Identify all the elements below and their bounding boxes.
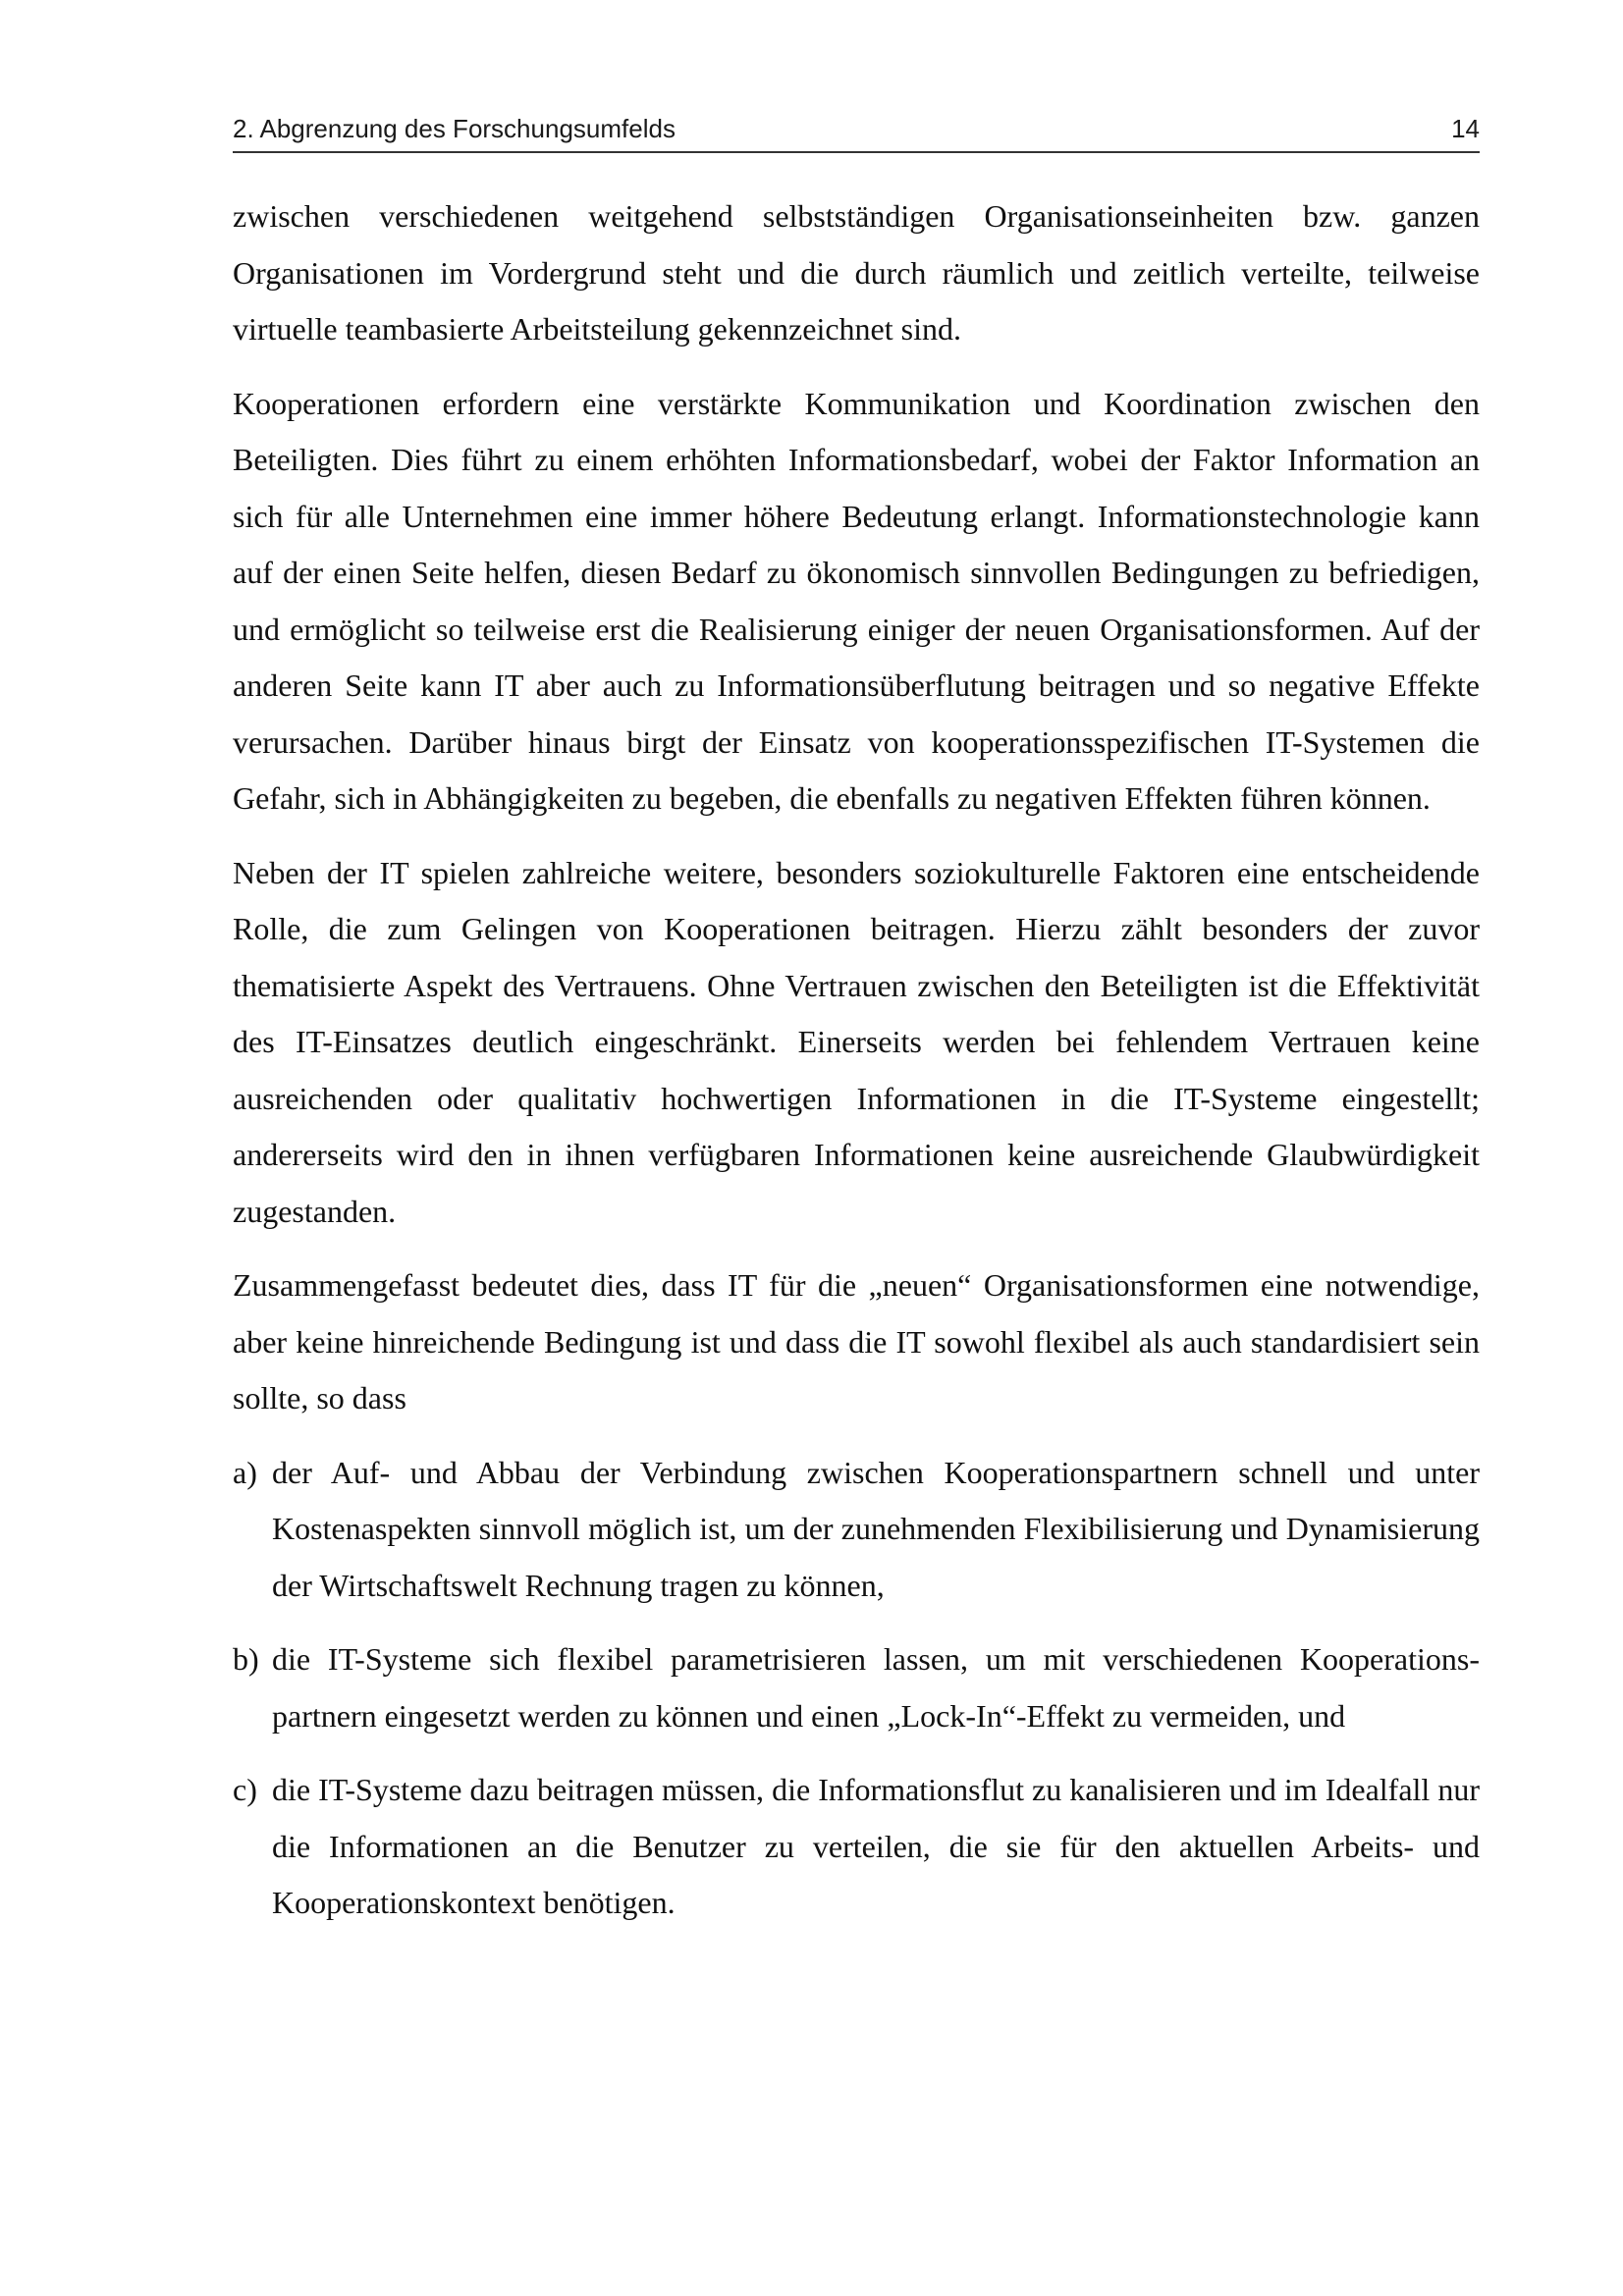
list-marker: b) xyxy=(233,1641,259,1677)
list-item-text: der Auf- und Abbau der Verbindung zwischen Kooperationspartnern schnell und unter Kostenaspekten sinnvoll möglich ist, um der zunehmenden Flexibilisierung und Dynamisierung der Wirtschaftswelt Rechnung tragen zu können, xyxy=(272,1454,1480,1603)
page-number: 14 xyxy=(1451,114,1480,143)
paragraph: Kooperationen erfordern eine verstärkte Kommunikation und Koordination zwischen den Beteiligten. Dies führt zu einem erhöhten Informationsbedarf, wobei der Faktor Information an sich für alle Unternehmen eine immer höhere Bedeutung erlangt. Informationstechnologie kann auf der einen Seite helfen, diesen Bedarf zu ökonomisch sinnvollen Bedingungen zu befriedigen, und ermöglicht so teilweise erst die Realisierung einiger der neuen Organisationsformen. Auf der anderen Seite kann IT aber auch zu Informationsüberflutung beitragen und so negative Effekte verursachen. Darüber hinaus birgt der Einsatz von kooperationsspezifischen IT-Systemen die Gefahr, sich in Abhängigkeiten zu begeben, die ebenfalls zu negativen Effekten führen können. xyxy=(233,385,1480,816)
list-item xyxy=(233,1445,1480,1615)
page-header xyxy=(233,110,1480,153)
list-item-text: die IT-Systeme sich flexibel parametrisieren lassen, um mit verschiedenen Kooperationspartnern eingesetzt werden zu können und einen „Lock-In“-Effekt zu vermeiden, und xyxy=(272,1641,1480,1734)
paragraph: zwischen verschiedenen weitgehend selbstständigen Organisationseinheiten bzw. ganzen Organisationen im Vordergrund steht und die durch räumlich und zeitlich verteilte, teilweise virtuelle teambasierte Arbeitsteilung gekennzeichnet sind. xyxy=(233,198,1480,347)
paragraph: Neben der IT spielen zahlreiche weitere, besonders soziokulturelle Faktoren eine entscheidende Rolle, die zum Gelingen von Kooperationen beitragen. Hierzu zählt besonders der zuvor thematisierte Aspekt des Vertrauens. Ohne Vertrauen zwischen den Beteiligten ist die Effektivität des IT-Einsatzes deutlich eingeschränkt. Einerseits werden bei fehlendem Vertrauen keine ausreichenden oder qualitativ hochwertigen Informationen in die IT-Systeme eingestellt; andererseits wird den in ihnen verfügbaren Informationen keine ausreichende Glaubwürdigkeit zugestanden. xyxy=(233,854,1480,1229)
list-item-text: die IT-Systeme dazu beitragen müssen, die Informationsflut zu kanalisieren und im Idealfall nur die Informationen an die Benutzer zu verteilen, die sie für den aktuellen Arbeits- und Kooperationskontext benötigen. xyxy=(272,1772,1480,1920)
list-item xyxy=(233,1631,1480,1744)
body-text xyxy=(233,188,1480,1949)
list-marker: a) xyxy=(233,1454,257,1490)
list-marker: c) xyxy=(233,1772,257,1807)
requirements-list xyxy=(233,1445,1480,1932)
paragraph: Zusammengefasst bedeutet dies, dass IT für die „neuen“ Organisationsformen eine notwendige, aber keine hinreichende Bedingung ist und dass die IT sowohl flexibel als auch standardisiert sein sollte, so dass xyxy=(233,1267,1480,1415)
running-title: 2. Abgrenzung des Forschungsumfelds xyxy=(233,114,676,143)
list-item xyxy=(233,1762,1480,1932)
